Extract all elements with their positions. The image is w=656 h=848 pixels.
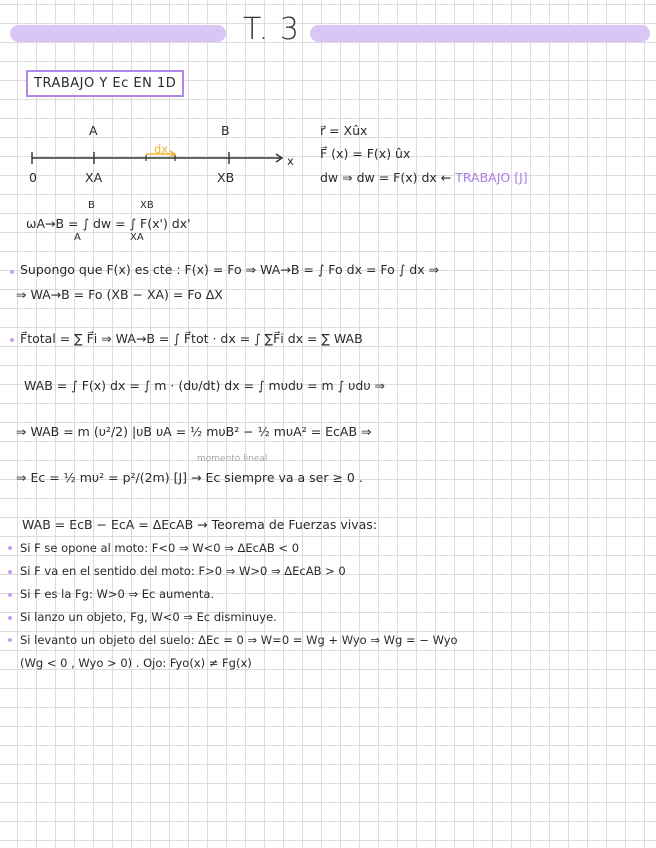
- bullet-same-direction: [8, 570, 12, 574]
- momento-lineal-note: momento lineal: [197, 454, 268, 464]
- bullet-throw: [8, 616, 12, 620]
- limit-upper-b: B: [88, 200, 95, 211]
- note-line-work-integral: WAB = ∫ F(x) dx = ∫ m · (dυ/dt) dx = ∫ mυdυ = m ∫ υdυ ⇒: [24, 378, 386, 393]
- note-line-lift: Si levanto un objeto del suelo: ΔEc = 0 ⇒ W=0 = Wg + Wyo ⇒ Wg = − Wyo: [20, 633, 458, 647]
- note-line-throw: Si lanzo un objeto, Fg, W<0 ⇒ Ec disminuye.: [20, 610, 277, 624]
- header-highlight-right: [310, 25, 650, 42]
- force-def: F⃗ (x) = F(x) ûx: [320, 146, 411, 161]
- xb-label: XB: [217, 170, 235, 185]
- note-line-kinetic-energy: ⇒ WAB = m (υ²/2) |υB υA = ½ mυB² − ½ mυA² = EcAB ⇒: [16, 424, 372, 439]
- point-b-label: B: [221, 123, 230, 138]
- bullet-oppose: [8, 546, 12, 550]
- axis-x-label: x: [287, 154, 294, 168]
- xa-label: XA: [85, 170, 103, 185]
- dx-label: dx: [154, 142, 169, 156]
- limit-upper-xb: XB: [140, 200, 154, 211]
- note-line-gravity: Si F es la Fg: W>0 ⇒ Ec aumenta.: [20, 587, 215, 601]
- bullet-lift: [8, 638, 12, 642]
- limit-lower-xa: XA: [130, 232, 144, 243]
- position-vector-def: r⃗ = Xûx: [320, 123, 368, 138]
- note-line-constant-force: Supongo que F(x) es cte : F(x) = Fo ⇒ WA→B = ∫ Fo dx = Fo ∫ dx ⇒: [20, 262, 440, 277]
- limit-lower-a: A: [74, 232, 81, 243]
- page-title: T. 3: [243, 12, 300, 47]
- trabajo-units: TRABAJO [J]: [455, 170, 528, 185]
- work-integral: ωA→B = ∫ dw = ∫ F(x') dx': [26, 216, 191, 231]
- section-title: TRABAJO Y Ec EN 1D: [26, 70, 184, 97]
- bullet-constant-force: [10, 270, 14, 274]
- note-line-lift-signs: (Wg < 0 , Wyo > 0) . Ojo: Fyo(x) ≠ Fg(x): [20, 656, 252, 670]
- note-line-theorem: WAB = EcB − EcA = ΔEcAB → Teorema de Fuerzas vivas:: [22, 517, 378, 532]
- work-differential-def: [320, 170, 528, 185]
- header-highlight-left: [10, 25, 226, 42]
- note-line-ec-definition: ⇒ Ec = ½ mυ² = p²/(2m) [J] → Ec siempre va a ser ≥ 0 .: [16, 470, 363, 485]
- note-line-same-direction: Si F va en el sentido del moto: F>0 ⇒ W>0 ⇒ ΔEcAB > 0: [20, 564, 346, 578]
- work-differential-text: dw ⇒ dw = F(x) dx ←: [320, 170, 452, 185]
- origin-label: 0: [29, 170, 37, 185]
- bullet-gravity: [8, 593, 12, 597]
- point-a-label: A: [89, 123, 98, 138]
- note-line-work-delta: ⇒ WA→B = Fo (XB − XA) = Fo ΔX: [16, 287, 223, 302]
- note-line-total-force: F⃗total = ∑ F⃗i ⇒ WA→B = ∫ F⃗tot · dx = ∫ ∑F⃗i dx = ∑ WAB: [20, 331, 363, 346]
- note-line-oppose: Si F se opone al moto: F<0 ⇒ W<0 ⇒ ΔEcAB < 0: [20, 541, 300, 555]
- bullet-total-force: [10, 338, 14, 342]
